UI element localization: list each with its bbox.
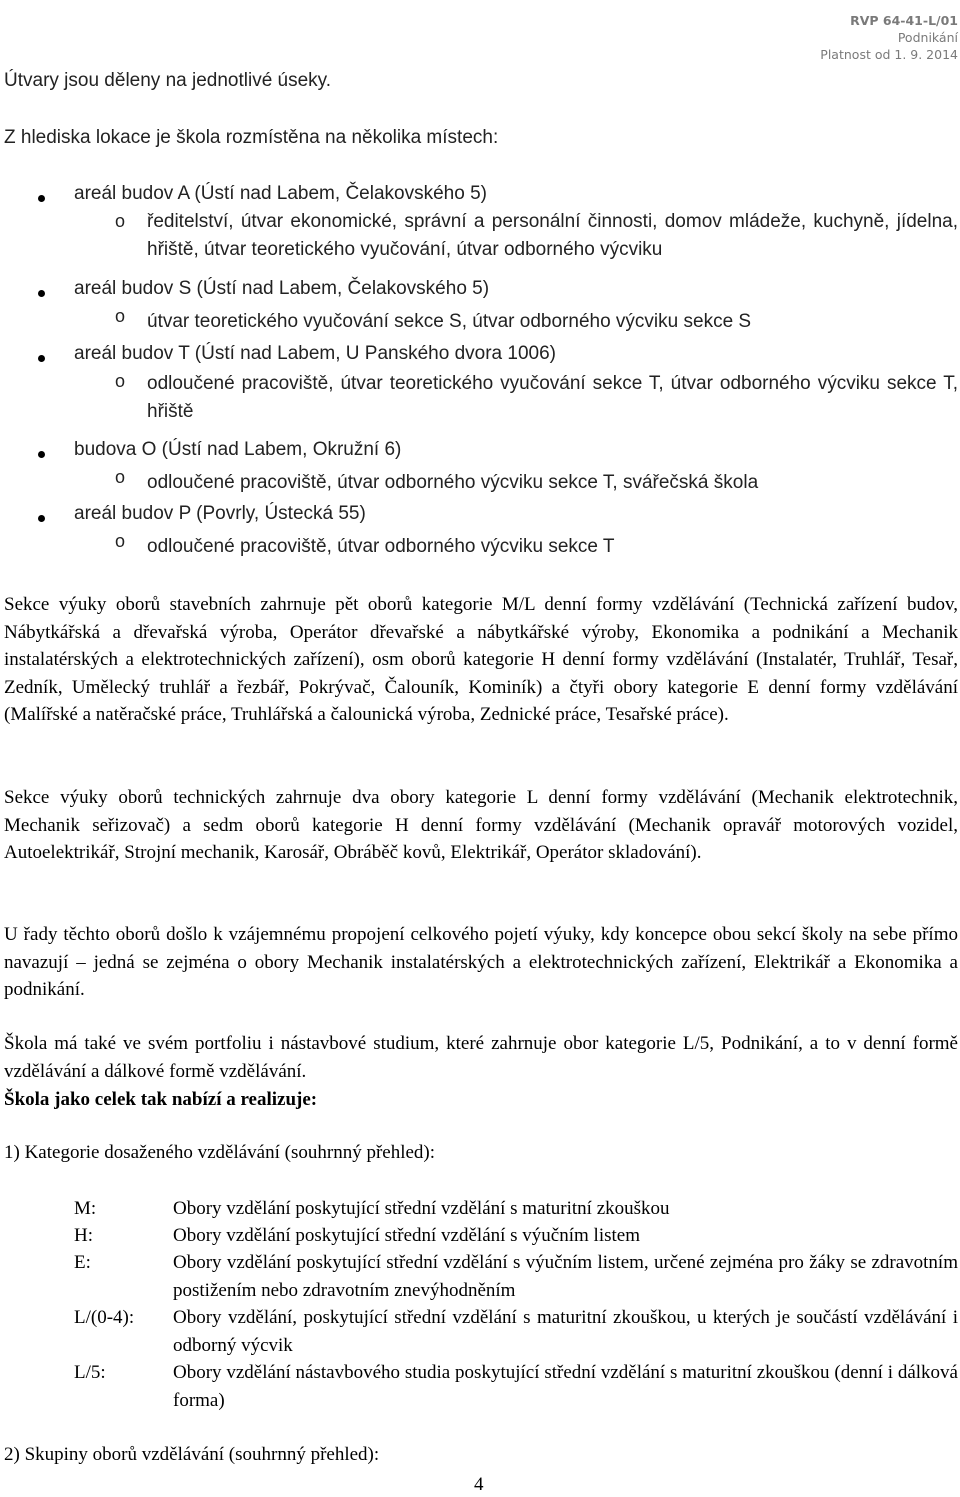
offer-heading: Škola jako celek tak nabízí a realizuje: — [4, 1089, 318, 1110]
circle-bullet-icon: o — [115, 371, 126, 391]
page-header — [820, 12, 958, 63]
category-description: Obory vzdělání, poskytující střední vzdělání s maturitní zkouškou, u kterých je součástí vzdělávání i odborný výcvik — [173, 1307, 958, 1356]
intro-line-1: Útvary jsou děleny na jednotlivé úseky. — [4, 70, 332, 91]
bullet-icon — [38, 451, 45, 458]
groups-heading: 2) Skupiny oborů vzdělávání (souhrnný přehled): — [4, 1444, 380, 1465]
paragraph-followup-study: Škola má také ve svém portfoliu i nástavbové studium, které zahrnuje obor kategorie L/5, Podnikání, a to v denní formě vzdělávání a dálkové formě vzdělávání. — [4, 1033, 958, 1082]
category-description: Obory vzdělání poskytující střední vzdělání s výučním listem, určené zejména pro žáky se zdravotním postižením nebo zdravotním znevýhodněním — [173, 1252, 958, 1301]
categories-heading: 1) Kategorie dosaženého vzdělávání (souhrnný přehled): — [4, 1142, 436, 1163]
paragraph-technical-section: Sekce výuky oborů technických zahrnuje dva obory kategorie L denní formy vzdělávání (Mechanik elektrotechnik, Mechanik seřizovač) a sedm oborů kategorie H denní formy vzdělávání (Mechanik opravář motorových vozidel, Autoelektrikář, Strojní mechanik, Karosář, Obráběč kovů, Elektrikář, Operátor skladování). — [4, 787, 958, 863]
bullet-icon — [38, 515, 45, 522]
paragraph-program-links: U řady těchto oborů došlo k vzájemnému propojení celkového pojetí výuky, kdy koncepce obou sekcí školy na sebe přímo navazují – jedná se zejména o obory Mechanik instalatérských a elektrotechnických zařízení, Elektrikář a Ekonomika a podnikání. — [4, 924, 958, 1000]
location-detail: odloučené pracoviště, útvar odborného výcviku sekce T — [147, 536, 615, 557]
location-name: areál budov S (Ústí nad Labem, Čelakovského 5) — [74, 278, 490, 299]
category-code: L/5: — [74, 1362, 106, 1383]
location-detail: ředitelství, útvar ekonomické, správní a personální činnosti, domov mládeže, kuchyně, jídelna, hřiště, útvar teoretického vyučování, útvar odborného výcviku — [147, 211, 958, 260]
circle-bullet-icon: o — [115, 531, 126, 551]
circle-bullet-icon: o — [115, 211, 126, 231]
document-field: Podnikání — [897, 30, 958, 45]
intro-line-2: Z hlediska lokace je škola rozmístěna na několika místech: — [4, 127, 499, 148]
location-name: budova O (Ústí nad Labem, Okružní 6) — [74, 439, 402, 460]
document-code: RVP 64-41-L/01 — [850, 13, 958, 28]
paragraph-construction-section: Sekce výuky oborů stavebních zahrnuje pět oborů kategorie M/L denní formy vzdělávání (Technická zařízení budov, Nábytkářská a dřevařská výroba, Operátor dřevařské a nábytkářské výroby, Ekonomika a podnikání a Mechanik instalatérských a elektrotechnických zařízení), osm oborů kategorie H denní formy vzdělávání (Instalatér, Truhlář, Tesař, Zedník, Umělecký truhlář a řezbář, Pokrývač, Čalouník, Kominík) a čtyři obory kategorie E denní formy vzdělávání (Malířské a natěračské práce, Truhlářská a čalounická výroba, Zednické práce, Tesařské práce). — [4, 594, 958, 725]
circle-bullet-icon: o — [115, 467, 126, 487]
location-name: areál budov A (Ústí nad Labem, Čelakovského 5) — [74, 183, 487, 204]
bullet-icon — [38, 355, 45, 362]
document-validity: Platnost od 1. 9. 2014 — [820, 47, 958, 62]
location-name: areál budov T (Ústí nad Labem, U Panského dvora 1006) — [74, 343, 556, 364]
circle-bullet-icon: o — [115, 306, 126, 326]
category-description: Obory vzdělání poskytující střední vzdělání s výučním listem — [173, 1225, 640, 1246]
bullet-icon — [38, 195, 45, 202]
location-detail: odloučené pracoviště, útvar teoretického vyučování sekce T, útvar odborného výcviku sekce T, hřiště — [147, 373, 958, 422]
category-description: Obory vzdělání nástavbového studia poskytující střední vzdělání s maturitní zkouškou (denní i dálková forma) — [173, 1362, 958, 1411]
bullet-icon — [38, 290, 45, 297]
location-name: areál budov P (Povrly, Ústecká 55) — [74, 503, 366, 524]
category-code: M: — [74, 1198, 97, 1219]
page-number: 4 — [474, 1474, 484, 1495]
location-detail: odloučené pracoviště, útvar odborného výcviku sekce T, svářečská škola — [147, 472, 759, 493]
category-code: E: — [74, 1252, 91, 1273]
category-code: L/(0-4): — [74, 1307, 135, 1328]
category-code: H: — [74, 1225, 93, 1246]
location-detail: útvar teoretického vyučování sekce S, útvar odborného výcviku sekce S — [147, 311, 752, 332]
category-description: Obory vzdělání poskytující střední vzdělání s maturitní zkouškou — [173, 1198, 670, 1219]
